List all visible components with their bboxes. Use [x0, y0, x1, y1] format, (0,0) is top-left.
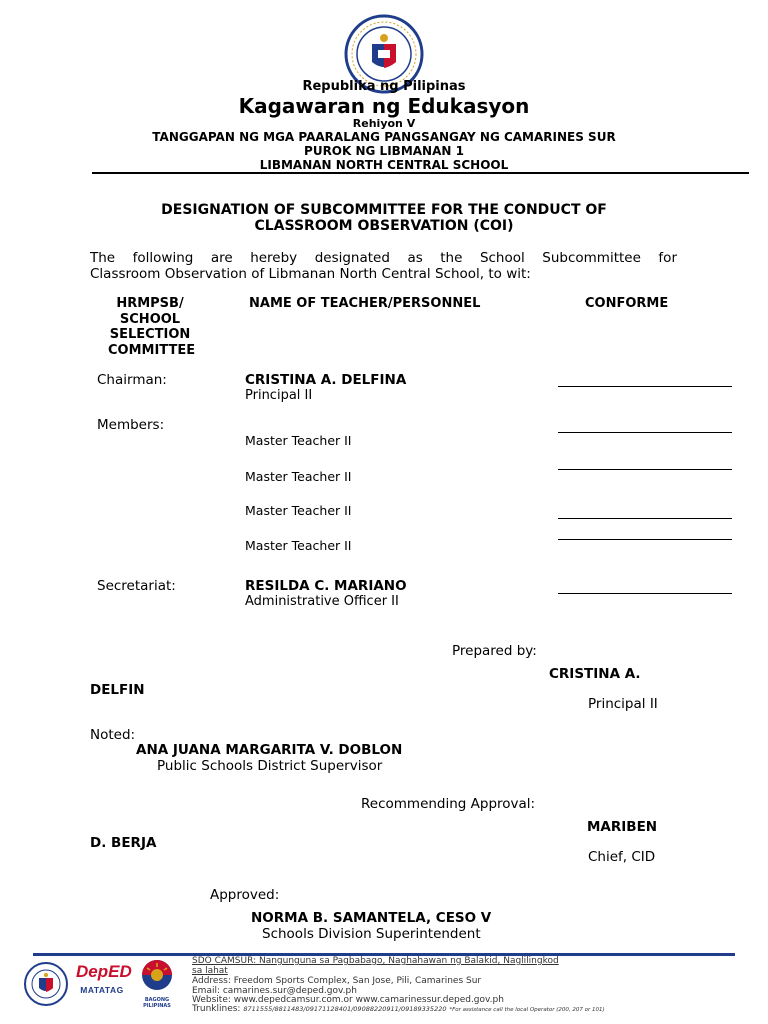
doc-title-line2: CLASSROOM OBSERVATION (COI): [254, 218, 514, 234]
col-header-committee-line: HRMPSB/: [116, 296, 184, 311]
secretariat-role: Secretariat:: [97, 578, 176, 594]
noted-name: ANA JUANA MARGARITA V. DOBLON: [136, 742, 403, 758]
trunklines-label: Trunklines:: [192, 1004, 241, 1014]
school-label: LIBMANAN NORTH CENTRAL SCHOOL: [259, 158, 509, 172]
col-header-committee: [108, 296, 196, 358]
noted-position: Public Schools District Supervisor: [157, 758, 383, 774]
header-divider: [92, 172, 749, 174]
noted-label: Noted:: [90, 727, 136, 743]
bagong-pilipinas-logo: [134, 958, 180, 1009]
doc-title-line1: DESIGNATION OF SUBCOMMITTEE FOR THE CONDUCT OF: [161, 202, 607, 218]
approved-name: NORMA B. SAMANTELA, CESO V: [251, 910, 492, 926]
col-header-committee-line: COMMITTEE: [108, 342, 196, 358]
deped-matatag-logo: [76, 962, 132, 1001]
approved-position: Schools Division Superintendent: [262, 926, 481, 942]
secretariat-signature-line: [558, 593, 732, 594]
member-signature-line: [558, 469, 732, 470]
trunklines-assist-note: *For assistance call the local Operator (200, 207 or 101): [449, 1007, 605, 1013]
matatag-text: MATATAG: [80, 985, 124, 995]
footer-website[interactable]: Website: www.depedcamsur.com.or www.camarinessur.deped.gov.ph: [192, 995, 504, 1005]
bagong-pilipinas-text: BAGONG PILIPINAS: [143, 997, 171, 1009]
trunklines-numbers: 8711555/8811483/09171128401/09088220911/09189335220: [243, 1005, 447, 1013]
prepared-position: Principal II: [588, 696, 658, 712]
member-position: Master Teacher II: [245, 469, 352, 484]
col-header-committee-line: SELECTION: [109, 327, 191, 342]
intro-line2: Classroom Observation of Libmanan North Central School, to wit:: [90, 266, 531, 282]
recommending-label: Recommending Approval:: [361, 796, 536, 812]
footer-sdo-tagline-cont: sa lahat: [192, 966, 228, 976]
prepared-by-label: Prepared by:: [452, 643, 537, 659]
recommending-name-part2: D. BERJA: [90, 835, 157, 851]
footer-email[interactable]: Email: camarines.sur@deped.gov.ph: [192, 986, 357, 996]
col-header-conforme: CONFORME: [585, 296, 669, 311]
department-title: Kagawaran ng Edukasyon: [238, 94, 530, 118]
district-label: PUROK NG LIBMANAN 1: [304, 144, 464, 158]
republic-label: Republika ng Pilipinas: [302, 79, 466, 94]
office-label: TANGGAPAN NG MGA PAARALANG PANGSANGAY NG CAMARINES SUR: [152, 130, 616, 144]
recommending-name-part1: MARIBEN: [587, 819, 658, 835]
chairman-signature-line: [558, 386, 732, 387]
member-position: Master Teacher II: [245, 433, 352, 448]
chairman-position: Principal II: [245, 388, 313, 403]
member-signature-line: [558, 539, 732, 540]
member-signature-line: [558, 432, 732, 433]
member-position: Master Teacher II: [245, 503, 352, 518]
approved-label: Approved:: [210, 887, 280, 903]
intro-line1: The following are hereby designated as the School Subcommittee for: [90, 250, 677, 266]
footer-trunklines: [192, 1004, 605, 1014]
deped-text: DepED: [76, 962, 132, 981]
chairman-role: Chairman:: [97, 372, 167, 388]
secretariat-name: RESILDA C. MARIANO: [245, 578, 407, 594]
col-header-name: NAME OF TEACHER/PERSONNEL: [249, 296, 481, 311]
footer-address: Address: Freedom Sports Complex, San Jose, Pili, Camarines Sur: [192, 976, 482, 986]
chairman-name: CRISTINA A. DELFINA: [245, 372, 407, 388]
prepared-name-part1: CRISTINA A.: [549, 666, 641, 682]
member-position: Master Teacher II: [245, 538, 352, 553]
footer-sdo-tagline: SDO CAMSUR: Nangunguna sa Pagbabago, Naghahawan ng Balakid, Naglilingkod: [192, 956, 559, 966]
members-role: Members:: [97, 417, 165, 433]
secretariat-position: Administrative Officer II: [245, 594, 399, 609]
member-signature-line: [558, 518, 732, 519]
col-header-committee-line: SCHOOL: [119, 311, 181, 327]
recommending-position: Chief, CID: [588, 849, 656, 865]
region-label: Rehiyon V: [352, 117, 416, 130]
prepared-name-part2: DELFIN: [90, 682, 145, 698]
division-seal-logo: [24, 962, 68, 1006]
